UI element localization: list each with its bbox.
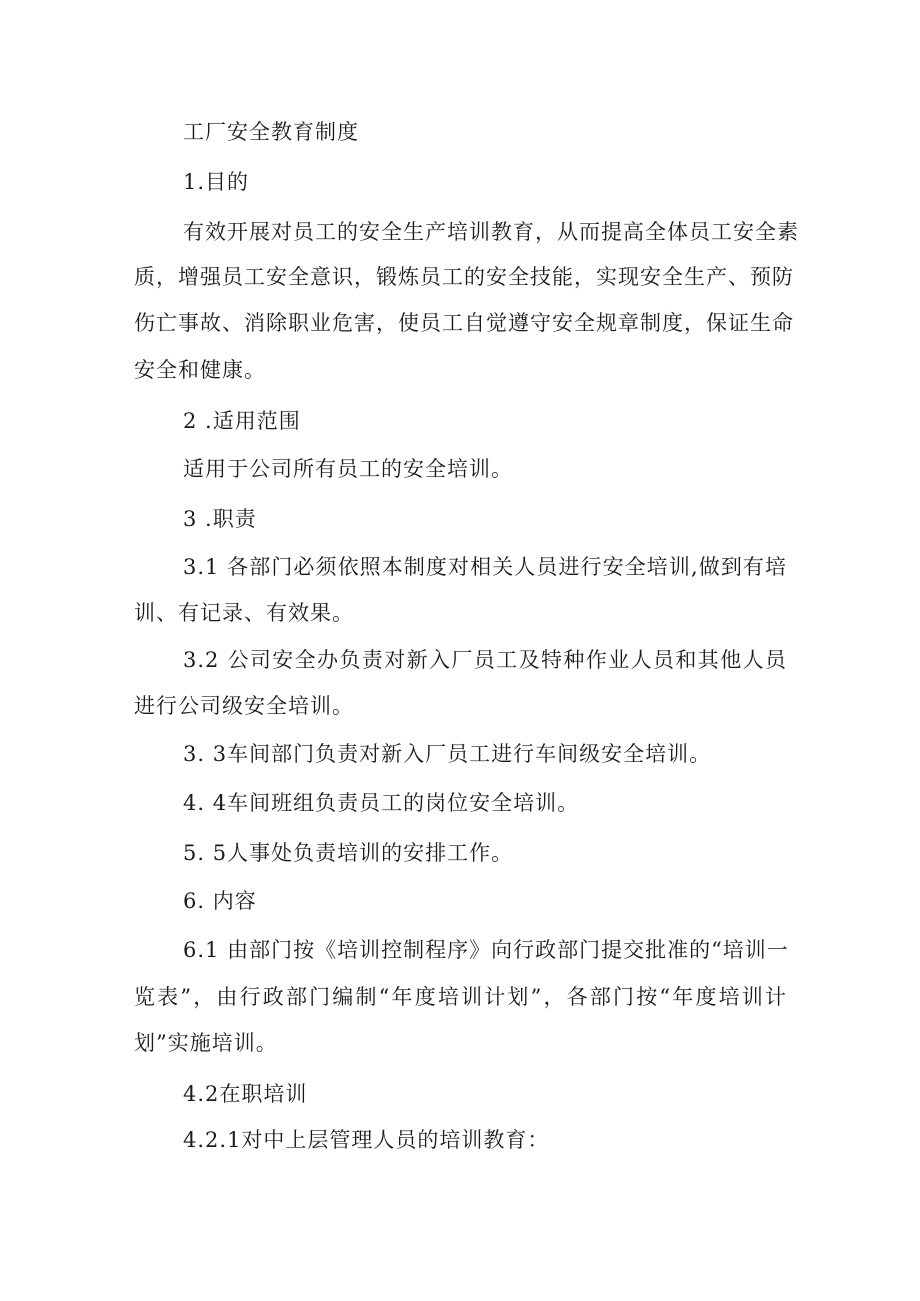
paragraph-line: 览表”，由行政部门编制“年度培训计划”，各部门按“年度培训计	[134, 985, 787, 1009]
paragraph-line: 伤亡事故、消除职业危害，使员工自觉遵守安全规章制度，保证生命	[134, 311, 794, 335]
section-heading: 6. 内容	[183, 889, 257, 913]
section-heading: 1.目的	[183, 170, 250, 194]
section-heading: 4.2在职培训	[183, 1082, 308, 1106]
paragraph-line: 适用于公司所有员工的安全培训。	[183, 457, 513, 481]
paragraph-line: 3. 3车间部门负责对新入厂员工进行车间级安全培训。	[183, 742, 712, 766]
paragraph-line: 3.1 各部门必须依照本制度对相关人员进行安全培训,做到有培	[183, 555, 787, 579]
section-heading: 2 .适用范围	[183, 409, 301, 433]
paragraph-line: 安全和健康。	[134, 358, 266, 382]
paragraph-line: 划”实施培训。	[134, 1031, 278, 1055]
paragraph-line: 6.1 由部门按《培训控制程序》向行政部门提交批准的“培训一	[183, 938, 789, 962]
paragraph-line: 4. 4车间班组负责员工的岗位安全培训。	[183, 791, 580, 815]
paragraph-line: 训、有记录、有效果。	[134, 601, 354, 625]
paragraph-line: 进行公司级安全培训。	[134, 694, 354, 718]
section-heading: 4.2.1对中上层管理人员的培训教育：	[183, 1128, 550, 1152]
paragraph-line: 5. 5人事处负责培训的安排工作。	[183, 841, 514, 865]
paragraph-line: 有效开展对员工的安全生产培训教育，从而提高全体员工安全素	[183, 220, 799, 244]
section-heading: 3 .职责	[183, 507, 257, 531]
document-title: 工厂安全教育制度	[183, 120, 359, 144]
paragraph-line: 3.2 公司安全办负责对新入厂员工及特种作业人员和其他人员	[183, 648, 787, 672]
paragraph-line: 质，增强员工安全意识，锻炼员工的安全技能，实现安全生产、预防	[134, 265, 794, 289]
